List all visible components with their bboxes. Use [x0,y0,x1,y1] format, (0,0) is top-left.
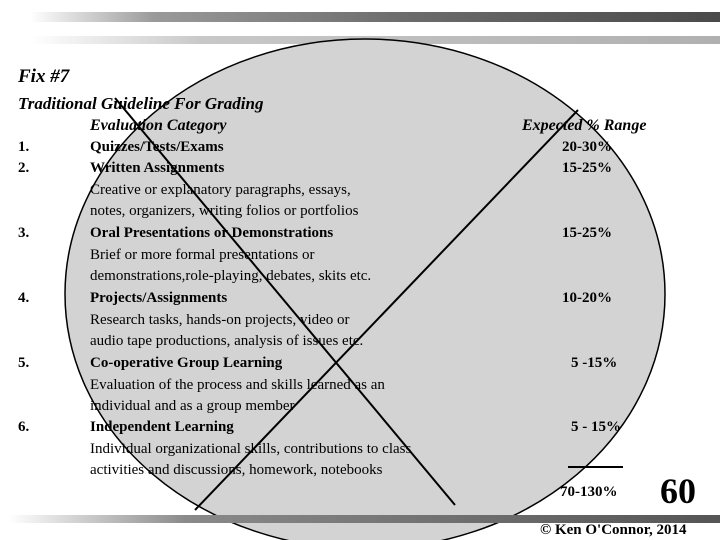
item-description-line: Individual organizational skills, contributions to class [90,441,412,457]
copyright-notice: © Ken O'Connor, 2014 [540,522,687,538]
range-column-header: Expected % Range [522,117,647,134]
total-rule [568,466,623,468]
item-category: Quizzes/Tests/Exams [90,139,224,155]
item-category: Co-operative Group Learning [90,355,283,371]
item-number: 2. [18,160,30,176]
slide-heading: Fix #7 [18,66,70,87]
item-description-line: Brief or more formal presentations or [90,247,315,263]
category-column-header: Evaluation Category [90,117,227,134]
item-description-line: Research tasks, hands-on projects, video or [90,312,350,328]
item-number: 1. [18,139,30,155]
item-category: Independent Learning [90,419,234,435]
item-description-line: individual and as a group member [90,398,295,414]
item-range: 5 -15% [571,355,618,371]
item-number: 4. [18,290,30,306]
item-category: Projects/Assignments [90,290,228,306]
item-description-line: notes, organizers, writing folios or portfolios [90,203,359,219]
page-number: 60 [660,471,696,511]
item-range: 10-20% [562,290,612,306]
item-range: 20-30% [562,139,612,155]
item-description-line: activities and discussions, homework, notebooks [90,462,383,478]
item-range: 15-25% [562,160,612,176]
item-description-line: Evaluation of the process and skills learned as an [90,377,385,393]
item-number: 5. [18,355,30,371]
item-number: 6. [18,419,30,435]
item-range: 5 - 15% [571,419,621,435]
item-description-line: Creative or explanatory paragraphs, essays, [90,182,351,198]
item-category: Oral Presentations or Demonstrations [90,225,334,241]
item-category: Written Assignments [90,160,225,176]
item-number: 3. [18,225,30,241]
item-description-line: demonstrations,role-playing, debates, skits etc. [90,268,372,284]
item-range: 15-25% [562,225,612,241]
item-description-line: audio tape productions, analysis of issues etc. [90,333,364,349]
total-range: 70-130% [560,484,618,500]
slide-subtitle: Traditional Guideline For Grading [18,94,264,113]
